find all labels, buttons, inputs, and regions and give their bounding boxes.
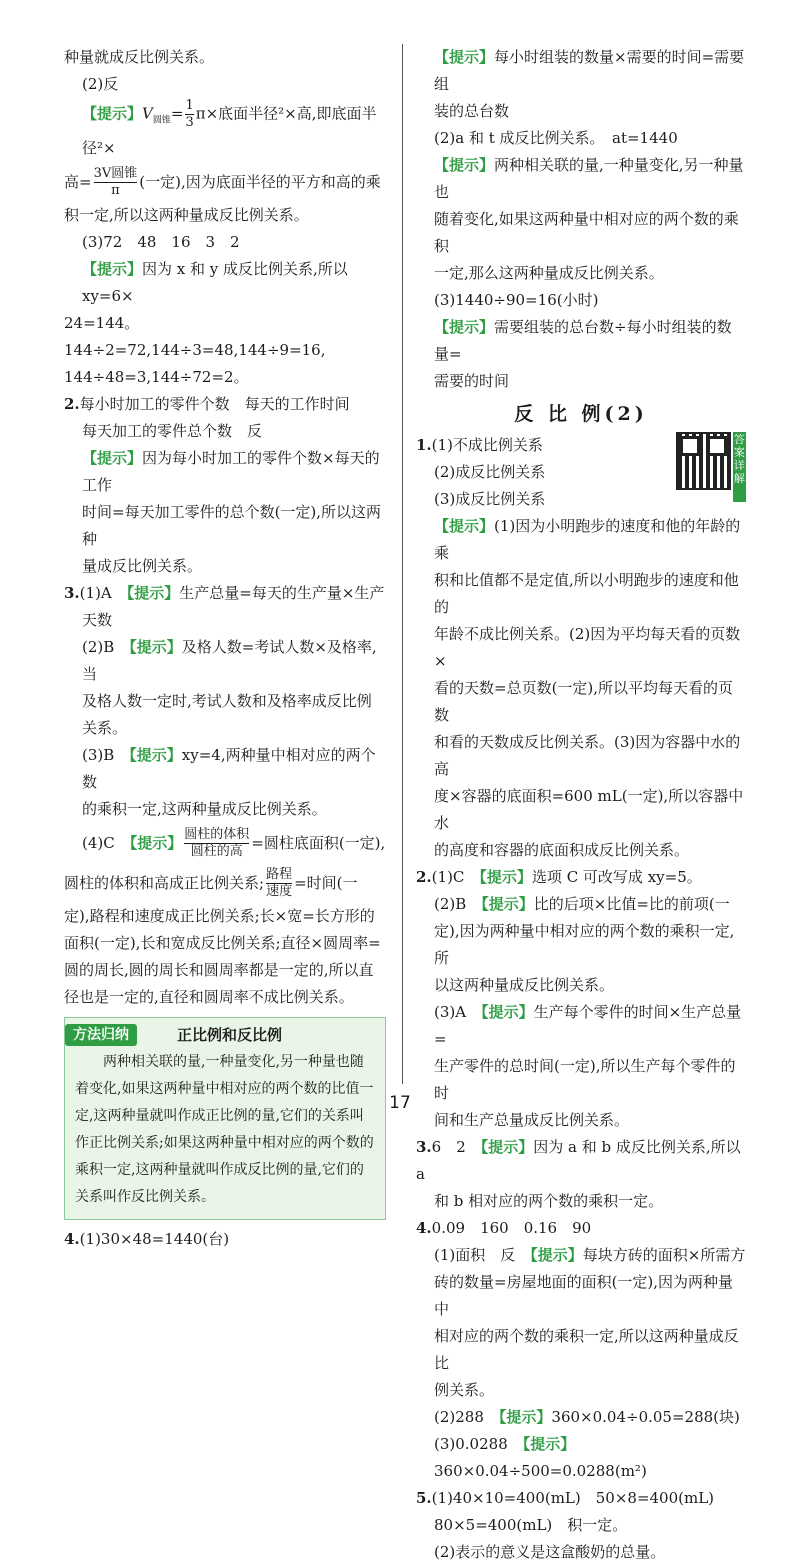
fraction-denominator: 圆柱的高: [190, 844, 243, 859]
text-line: 装的总台数: [434, 102, 510, 120]
fraction-numerator: 1: [185, 98, 194, 113]
qr-code[interactable]: [676, 432, 746, 502]
text-line: 定),路程和速度成正比例关系;长×宽=长方形的: [64, 906, 375, 925]
question-4: [416, 1215, 746, 1242]
hint-line: [416, 513, 746, 567]
text-line: 和 b 相对应的两个数的乘积一定。: [434, 1192, 664, 1210]
hint-label: 【提示】: [522, 1435, 576, 1453]
hint-line: [416, 44, 746, 98]
text-line: 砖的数量=房屋地面的面积(一定),因为两种量中: [434, 1273, 734, 1318]
text-line: 看的天数=总页数(一定),所以平均每天看的页数: [434, 679, 734, 724]
text-line: 及格人数一定时,考试人数和及格率成反比例: [82, 691, 372, 710]
question-3: [64, 580, 386, 607]
method-header: [75, 1022, 375, 1049]
text-line: 间和生产总量成反比例关系。: [434, 1111, 630, 1129]
text-span: 及格人数=考试人数×及格率,当: [82, 637, 377, 683]
question-number: 4.: [64, 1229, 80, 1248]
hint-label: 【提示】: [126, 583, 180, 602]
text-line: (3)成反比例关系: [434, 490, 546, 508]
hint-line: [64, 823, 386, 863]
hint-label: 【提示】: [129, 637, 182, 656]
text-span: 因为 x 和 y 成反比例关系,所以 xy=6×: [82, 259, 348, 305]
hint-line: [64, 634, 386, 688]
text-span: 比的后项×比值=比的前项(一: [533, 895, 730, 913]
question-number: 1.: [416, 436, 432, 454]
hint-label: 【提示】: [530, 1246, 583, 1264]
question-2: [416, 864, 746, 891]
text-span: 两种相关联的量,一种量变化,另一种量也: [434, 156, 744, 201]
fraction: [266, 867, 292, 900]
text-line: 随着变化,如果这两种量中相对应的两个数的乘积: [434, 210, 739, 255]
text-span: 6 2: [431, 1138, 481, 1156]
text-span: 需要组装的总台数÷每小时组装的数量=: [434, 318, 732, 363]
text-span: (1)40×10=400(mL) 50×8=400(mL): [431, 1489, 715, 1507]
text-span: (1)不成比例关系: [431, 436, 543, 454]
text-line: 相对应的两个数的乘积一定,所以这两种量成反比: [434, 1327, 739, 1372]
hint-line: [64, 742, 386, 796]
text-span: xy=4,两种量中相对应的两个数: [82, 745, 376, 791]
text-span: 每块方砖的面积×所需方: [582, 1246, 746, 1264]
question-1-block: [416, 432, 746, 513]
question-4: [64, 1226, 386, 1253]
hint-line: [416, 999, 746, 1053]
text-line: 一定,那么这两种量成反比例关系。: [434, 264, 664, 282]
hint-label: 【提示】: [82, 104, 143, 123]
text-span: 选项 C 可改写成 xy=5。: [531, 868, 702, 886]
text-line: (3)72 48 16 3 2: [82, 232, 240, 251]
hint-line: [416, 1242, 746, 1269]
text-line: [64, 863, 386, 903]
text-span: 每小时加工的零件个数 每天的工作时间: [79, 394, 350, 413]
fraction-numerator: 路程: [266, 867, 293, 882]
hint-label: 【提示】: [481, 895, 534, 913]
question-number: 2.: [416, 868, 432, 886]
text-line: 天数: [82, 610, 113, 629]
text-line: 年龄不成比例关系。(2)因为平均每天看的页数×: [434, 625, 741, 670]
text-span: 因为每小时加工的零件个数×每天的工作: [82, 448, 380, 494]
left-column: [64, 44, 386, 1253]
hint-label: 【提示】: [498, 1408, 552, 1426]
text-line: 积和比值都不是定值,所以小明跑步的速度和他的: [434, 571, 739, 616]
text-span: =时间(一: [294, 873, 358, 892]
method-body: 两种相关联的量,一种量变化,另一种量也随着变化,如果这两种量中相对应的两个数的比值一定,这两种量就叫作成正比例的量,它们的关系叫作正比例关系;如果这两种量中相对应的两个数的乘积一定,这两种量就叫作成反比例的量,它们的关系叫作反比例关系。: [75, 1053, 374, 1205]
text-span: (3)0.0288: [434, 1435, 523, 1453]
text-line: 和看的天数成反比例关系。(3)因为容器中水的高: [434, 733, 741, 778]
text-line: 24=144。144÷2=72,144÷3=48,144÷9=16,: [64, 313, 326, 359]
hint-label: 【提示】: [129, 745, 182, 764]
text-span: 360×0.04÷0.05=288(块): [551, 1408, 740, 1426]
hint-label: 【提示】: [434, 48, 495, 66]
text-span: 高=: [64, 172, 92, 191]
text-span: (1)A: [79, 583, 127, 602]
hint-label: 【提示】: [82, 259, 143, 278]
text-span: 每小时组装的数量×需要的时间=需要组: [434, 48, 745, 93]
text-span: (1)因为小明跑步的速度和他的年龄的乘: [434, 517, 741, 562]
text-line: 例关系。: [434, 1381, 495, 1399]
math-var: V: [142, 104, 153, 123]
text-line: (2)表示的意义是这盒酸奶的总量。: [434, 1543, 666, 1561]
text-line: 时间=每天加工零件的总个数(一定),所以这两种: [82, 502, 382, 548]
text-span: (2)288: [434, 1408, 499, 1426]
question-number: 3.: [416, 1138, 432, 1156]
text-line: 圆的周长,圆的周长和圆周率都是一定的,所以直: [64, 960, 374, 979]
column-divider: [402, 44, 403, 1084]
text-line: 量成反比例关系。: [82, 556, 203, 575]
text-line: (2)反: [82, 75, 119, 93]
math-sub: 圆锥: [152, 115, 171, 126]
text-span: 生产每个零件的时间×生产总量=: [434, 1003, 742, 1048]
hint-label: 【提示】: [479, 868, 532, 886]
hint-line: [416, 314, 746, 368]
hint-label: 【提示】: [82, 448, 143, 467]
qr-code-icon: [676, 432, 731, 490]
text-line: 需要的时间: [434, 372, 510, 390]
text-span: (3)B: [82, 745, 130, 764]
section-title: 反 比 例(2): [514, 403, 648, 425]
text-line: 的高度和容器的底面积成反比例关系。: [434, 841, 690, 859]
text-span: 生产总量=每天的生产量×生产: [179, 583, 385, 602]
text-line: 面积(一定),长和宽成反比例关系;直径×圆周率=: [64, 933, 381, 952]
question-number: 2.: [64, 394, 80, 413]
text-span: (1)C: [431, 868, 480, 886]
text-line: 的乘积一定,这两种量成反比例关系。: [82, 799, 327, 818]
question-2: [64, 391, 386, 418]
hint-label: 【提示】: [434, 517, 495, 535]
text-line: 每天加工的零件总个数 反: [82, 421, 263, 440]
text-span: (2)B: [82, 637, 130, 656]
question-number: 5.: [416, 1489, 432, 1507]
text-line: (2)成反比例关系: [434, 463, 546, 481]
hint-line: [64, 98, 386, 162]
text-span: (3)A: [434, 1003, 482, 1021]
fraction: [94, 166, 138, 199]
text-span: (2)B: [434, 895, 482, 913]
hint-line: [416, 1431, 746, 1485]
text-span: 0.09 160 0.16 90: [431, 1219, 592, 1237]
text-line: 积一定,所以这两种量成反比例关系。: [64, 205, 309, 224]
hint-line: [416, 891, 746, 918]
text-line: 径也是一定的,直径和圆周率不成比例关系。: [64, 987, 354, 1006]
question-5: [416, 1485, 746, 1512]
question-3: [416, 1134, 746, 1188]
fraction-denominator: 3: [185, 115, 194, 130]
text-line: 关系。: [82, 718, 128, 737]
hint-label: 【提示】: [434, 318, 495, 336]
hint-label: 【提示】: [129, 833, 183, 852]
text-line: [64, 162, 386, 202]
method-summary-box: [64, 1017, 386, 1220]
question-number: 3.: [64, 583, 80, 602]
text-span: 因为 a 和 b 成反比例关系,所以 a: [416, 1138, 741, 1183]
page-number: 17: [389, 1093, 411, 1113]
fraction: [184, 827, 249, 860]
text-span: (1)面积 反: [434, 1246, 531, 1264]
text-span: 360×0.04÷500=0.0288(m²): [434, 1462, 647, 1480]
fraction: [185, 98, 193, 131]
hint-line: [64, 445, 386, 499]
text-span: =: [170, 104, 184, 123]
right-column: [416, 44, 746, 1566]
text-line: 80×5=400(mL) 积一定。: [434, 1516, 628, 1534]
method-title: 正比例和反比例: [177, 1025, 283, 1044]
method-tag: 方法归纳: [65, 1024, 137, 1046]
hint-line: [416, 1404, 746, 1431]
question-number: 4.: [416, 1219, 432, 1237]
text-span: (4)C: [82, 833, 130, 852]
text-line: 生产零件的总时间(一定),所以生产每个零件的时: [434, 1057, 736, 1102]
fraction-numerator: 3V圆锥: [93, 166, 138, 181]
text-line: 定),因为两种量中相对应的两个数的乘积一定,所: [434, 922, 735, 967]
fraction-denominator: π: [111, 183, 120, 198]
text-line: 以这两种量成反比例关系。: [434, 976, 615, 994]
text-span: =圆柱底面积(一定),: [251, 833, 386, 852]
hint-label: 【提示】: [434, 156, 495, 174]
hint-line: [64, 256, 386, 310]
fraction-numerator: 圆柱的体积: [184, 827, 250, 842]
text-line: 144÷48=3,144÷72=2。: [64, 367, 249, 386]
text-line: (3)1440÷90=16(小时): [434, 291, 599, 309]
text-line: 度×容器的底面积=600 mL(一定),所以容器中水: [434, 787, 744, 832]
fraction-denominator: 速度: [266, 884, 293, 899]
text-span: 圆柱的体积和高成正比例关系;: [64, 873, 265, 892]
text-line: (2)a 和 t 成反比例关系。 at=1440: [434, 129, 678, 147]
text-span: (一定),因为底面半径的平方和高的乘: [139, 172, 381, 191]
hint-line: [416, 152, 746, 206]
text-span: π×底面半径²×高,即底面半径²×: [82, 104, 377, 157]
text-span: (1)30×48=1440(台): [79, 1229, 230, 1248]
qr-label: 答案详解: [733, 432, 746, 502]
text-line: 种量就成反比例关系。: [64, 48, 215, 66]
hint-label: 【提示】: [481, 1003, 534, 1021]
hint-label: 【提示】: [480, 1138, 534, 1156]
